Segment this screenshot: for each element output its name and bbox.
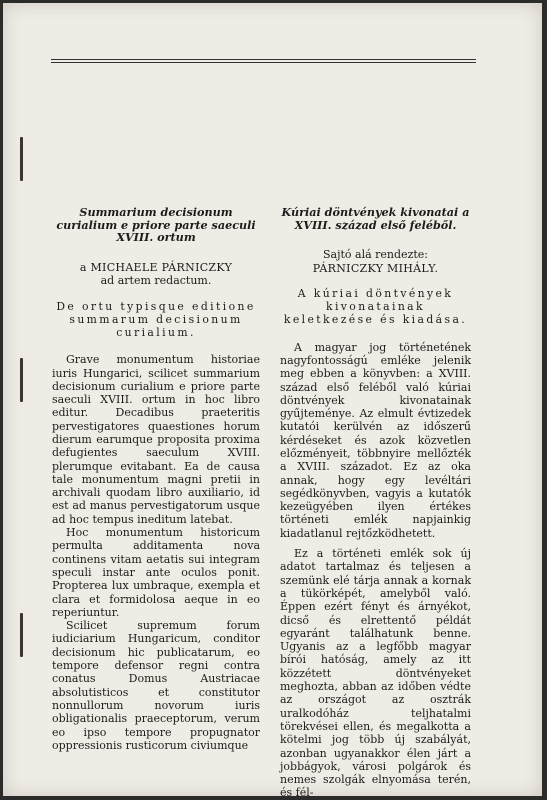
- latin-byline: [52, 261, 260, 288]
- hungarian-editor-label: Sajtó alá rendezte:: [322, 248, 428, 262]
- latin-paragraph-3: Scilicet supremum forum iudiciarium Hungaricum, conditor decisionum hic publicatarum, eo tempore defensor regni contra conatus Domus Austriacae absolutisticos et constitutor nonnullorum novorum iuris obligationalis praeceptorum, verum eo ipso tempore propugnator oppressionis rusticorum civiumque: [52, 619, 260, 752]
- latin-heading: Summarium decisionum curialium e priore parte saeculi XVIII. ortum: [56, 205, 256, 245]
- document-page: [3, 3, 542, 800]
- hungarian-editor-name: PÁRNICZKY MIHÁLY.: [312, 261, 439, 275]
- latin-author: a MICHAELE PÁRNICZKY: [79, 260, 233, 274]
- latin-paragraph-2: Hoc monumentum historicum permulta additamenta nova continens vitam aetatis sui integram speculi instar ante oculos ponit. Propterea lux umbraque, exempla et clara et formidolosa aeque in eo reperiuntur.: [52, 526, 260, 619]
- binding-stitch-middle: [20, 358, 23, 402]
- hungarian-heading: Kúriai döntvények kivonatai a XVIII. század első feléből.: [281, 205, 470, 232]
- latin-column: [52, 206, 260, 752]
- latin-subtitle: De ortu typisque editione summarum decisionum curialium.: [56, 299, 256, 339]
- latin-paragraph-1: Grave monumentum historiae iuris Hungarici, scilicet summarium decisionum curialium e priore parte saeculi XVIII. ortum in hoc libro editur. Decadibus praeteritis pervestigatores quaestiones horum dierum earumque proposita proxima defugientes saeculum XVIII. plerumque evitabant. Ea de causa tale monumentum magni pretii in archivali quodam libro auxiliario, id est ad manus pervestigatorum usque ad hoc tempus ineditum latebat.: [52, 353, 260, 526]
- hungarian-byline: [280, 248, 471, 275]
- binding-stitch-top: [20, 137, 23, 181]
- hungarian-paragraph-1: A magyar jog történetének nagyfontosságú emléke jelenik meg ebben a könyvben: a XVIII. század első feléből való kúriai döntvények kivonatainak gyűjteménye. Az elmult évtizedek kutatói kerülvén az időszerű kérdéseket és azok közvetlen előzményeit, többnyire mellőzték a XVIII. századot. Ez az oka annak, hogy egy levéltári segédkönyvben, vagyis a kutatók kezeügyében ilyen értékes történeti emlék napjainkig kiadatlanul rejtőzködhetett.: [280, 340, 471, 540]
- top-rule-upper: [51, 59, 476, 60]
- latin-author-note: ad artem redactum.: [100, 274, 212, 288]
- hungarian-column: [280, 206, 471, 800]
- binding-stitch-bottom: [20, 613, 23, 657]
- hungarian-subtitle: A kúriai döntvények kivonatainak keletkezése és kiadása.: [283, 287, 468, 327]
- hungarian-paragraph-2: Ez a történeti emlék sok új adatot tartalmaz és teljesen a szemünk elé tárja annak a kornak a tükörképét, amelyből való. Éppen ezért fényt és árnyékot, dicső és elrettentő példát egyaránt találhatunk benne. Ugyanis az a legfőbb magyar bírói hatóság, amely az itt közzétett döntvényeket meghozta, abban az időben védte az országot az osztrák uralkodóház teljhatalmi törekvései ellen, és megalkotta a kötelmi jog több új szabályát, azonban ugyanakkor élen járt a jobbágyok, városi polgárok és nemes szolgák elnyomása terén, és fél-: [280, 547, 471, 800]
- top-rule-lower: [51, 62, 476, 63]
